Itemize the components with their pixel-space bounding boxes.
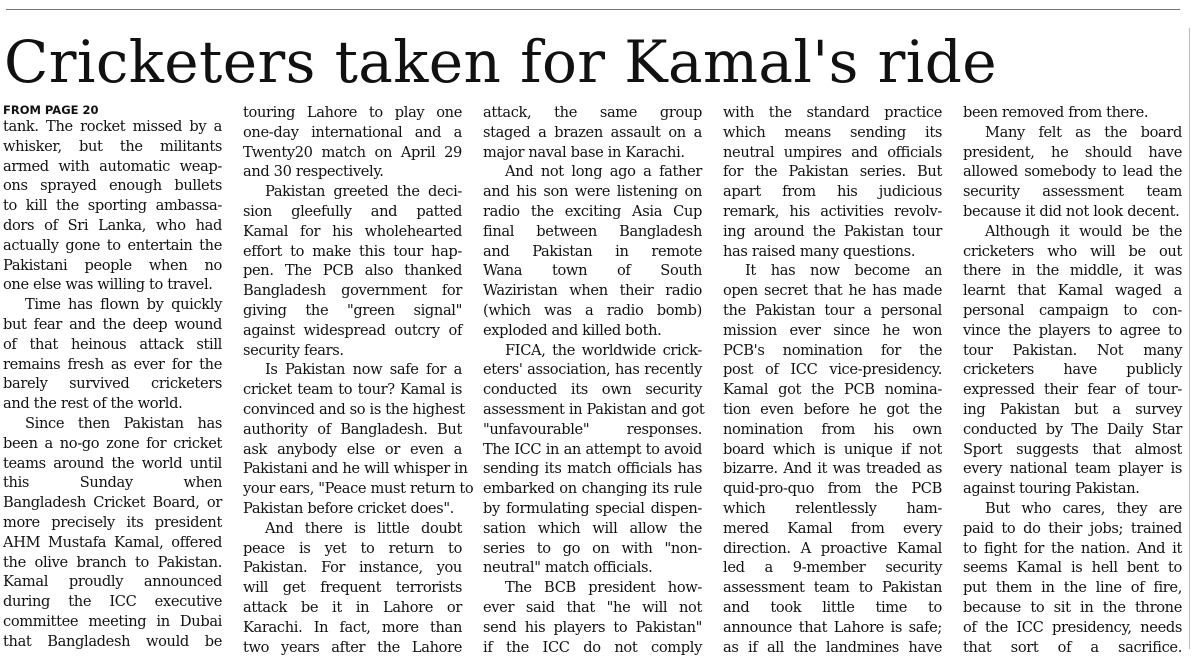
article-text-line: remains fresh as ever for the (3, 355, 222, 373)
article-column-4 (723, 103, 942, 657)
article-text-line: peace is yet to return to (243, 539, 462, 557)
article-text-line: every national team player is (963, 460, 1182, 478)
article-text-line: giving the "green signal" (243, 301, 462, 319)
article-text-line: barely survived cricketers (3, 375, 222, 393)
article-text-line: It has now become an (745, 262, 942, 280)
article-text-line: ask anybody else or even a (243, 440, 462, 458)
article-text-line: has raised many questions. (723, 242, 916, 260)
article-text-line: eters' association, has recently (483, 361, 702, 379)
article-text-line: bizarre. And it was treaded as (723, 460, 942, 478)
article-text-line: neutral" match officials. (483, 559, 653, 577)
article-text-line: cricketers who will be out (963, 242, 1182, 260)
article-text-line: "unfavourable" responses. (483, 420, 702, 438)
article-text-line: as if all the landmines have (723, 638, 942, 656)
article-text-line: more precisely its president (3, 513, 222, 531)
article-text-line: Although it would be the (985, 222, 1182, 240)
article-text-line: security fears. (243, 341, 344, 359)
article-text-line: Pakistani people when no (3, 256, 222, 274)
article-text-line: PCB's nomination for the (723, 341, 942, 359)
article-text-line: neutral umpires and officials (723, 143, 942, 161)
article-text-line: by formulating special dispen- (483, 499, 702, 517)
article-text-line: allowed somebody to lead the (963, 163, 1182, 181)
article-text-line: and took little time to (723, 598, 942, 616)
article-text-line: staged a brazen assault on a (483, 123, 702, 141)
article-text-line: and his son were listening on (483, 183, 702, 201)
article-text-line: committee meeting in Dubai (3, 612, 222, 630)
article-text-line: one else was willing to travel. (3, 276, 213, 294)
top-rule (6, 9, 1180, 10)
article-text-line: of the ICC presidency, needs (963, 618, 1182, 636)
article-text-line: and 30 respectively. (243, 163, 384, 181)
article-text-line: And not long ago a father (505, 163, 702, 181)
article-text-line: Pakistani and he will whisper in (243, 460, 468, 478)
article-text-line: Karachi. In fact, more than (243, 618, 462, 636)
article-text-line: Since then Pakistan has (25, 414, 222, 432)
article-text-line: The ICC in an attempt to avoid (483, 440, 702, 458)
article-text-line: Bangladesh Cricket Board, or (3, 494, 222, 512)
article-text-line: if the ICC do not comply (483, 638, 702, 656)
article-text-line: ing Pakistan but a survey (963, 400, 1182, 418)
article-text-line: pen. The PCB also thanked (243, 262, 462, 280)
article-text-line: teams around the world until (3, 454, 222, 472)
article-text-line: Kamal proudly announced (3, 573, 222, 591)
article-text-line: vince the players to agree to (963, 321, 1182, 339)
article-text-line: board which is unique if not (723, 440, 942, 458)
article-text-line: sation which will allow the (483, 519, 702, 537)
article-text-line: president, he should have (963, 143, 1182, 161)
article-text-line: for the Pakistan series. But (723, 163, 942, 181)
article-text-line: ons sprayed enough bullets (3, 177, 222, 195)
article-text-line: cricketers have publicly (963, 361, 1182, 379)
article-text-line: seems Kamal is hell bent to (963, 559, 1182, 577)
article-text-line: against widespread outcry of (243, 321, 462, 339)
article-text-line: dors of Sri Lanka, who had (3, 216, 222, 234)
article-column-3 (483, 103, 705, 657)
article-text-line: Sport suggests that almost (963, 440, 1182, 458)
article-text-line: learnt that Kamal waged a (963, 282, 1182, 300)
article-text-line: armed with automatic weap- (3, 157, 222, 175)
page-edge (1189, 28, 1190, 649)
article-text-line: actually gone to entertain the (3, 236, 222, 254)
article-text-line: open secret that he has made (723, 282, 942, 300)
article-text-line: Bangladesh government for (243, 282, 462, 300)
article-text-line: The BCB president how- (505, 579, 702, 597)
article-text-line: personal campaign to con- (963, 301, 1182, 319)
article-text-line: to kill the sporting ambassa- (3, 197, 222, 215)
article-text-line: been a no-go zone for cricket (3, 434, 222, 452)
article-text-line: final between Bangladesh (483, 222, 702, 240)
article-text-line: Kamal got the PCB nomina- (723, 381, 942, 399)
article-text-line: cricket team to tour? Kamal is (243, 381, 462, 399)
article-text-line: but fear and the deep wound (3, 315, 222, 333)
article-text-line: Pakistan. For instance, you (243, 559, 462, 577)
article-text-line: ever said that "he will not (483, 598, 702, 616)
article-text-line: sending its match officials has (483, 460, 702, 478)
article-text-line: Waziristan when their radio (483, 282, 702, 300)
article-text-line: embarked on changing its rule (483, 480, 702, 498)
article-text-line: attack be it in Lahore or (243, 598, 462, 616)
article-text-line: (which was a radio bomb) (483, 301, 702, 319)
article-text-line: which relentlessly ham- (723, 499, 942, 517)
article-text-line: apart from his judicious (723, 183, 942, 201)
article-text-line: convinced and so is the highest (243, 400, 465, 418)
article-text-line: remark, his activities revolv- (723, 202, 942, 220)
article-text-line: two years after the Lahore (243, 638, 462, 656)
article-column-2 (243, 103, 474, 657)
article-text-line: conducted its own security (483, 381, 702, 399)
article-text-line: quid-pro-quo from the PCB (723, 480, 942, 498)
article-text-line: during the ICC executive (3, 593, 222, 611)
article-text-line: mission ever since he won (723, 321, 942, 339)
article-text-line: Wana town of South (483, 262, 702, 280)
article-text-line: paid to do their jobs; trained (963, 519, 1182, 537)
article-column-1 (3, 103, 222, 652)
article-text-line: But who cares, they are (985, 499, 1182, 517)
article-text-line: that sort of a sacrifice. (963, 638, 1182, 656)
article-text-line: to fight for the nation. And it (963, 539, 1182, 557)
article-text-line: this Sunday when (3, 474, 222, 492)
article-text-line: ing around the Pakistan tour (723, 222, 942, 240)
article-text-line: expressed their fear of tour- (963, 381, 1182, 399)
article-text-line: radio the exciting Asia Cup (483, 202, 702, 220)
article-text-line: conducted by The Daily Star (963, 420, 1182, 438)
article-text-line: assessment team to Pakistan (723, 579, 942, 597)
article-text-line: series to go on with "non- (483, 539, 702, 557)
article-text-line: the Pakistan tour a personal (723, 301, 942, 319)
article-text-line: send his players to Pakistan" (483, 618, 702, 636)
article-text-line: whisker, but the militants (3, 137, 222, 155)
article-text-line: effort to make this tour hap- (243, 242, 462, 260)
article-text-line: the olive branch to Pakistan. (3, 553, 222, 571)
article-text-line: sion gleefully and patted (243, 202, 462, 220)
article-text-line: Pakistan greeted the deci- (265, 183, 462, 201)
article-text-line: because to sit in the throne (963, 598, 1182, 616)
article-text-line: and Pakistan in remote (483, 242, 702, 260)
article-text-line: authority of Bangladesh. But (243, 420, 462, 438)
article-text-line: Time has flown by quickly (25, 296, 222, 314)
article-text-line: been removed from there. (963, 104, 1149, 121)
article-text-line: announce that Lahore is safe; (723, 618, 942, 636)
article-text-line: which means sending its (723, 123, 942, 141)
article-text-line: exploded and killed both. (483, 321, 662, 339)
article-text-line: Pakistan before cricket does". (243, 499, 454, 517)
article-text-line: security assessment team (963, 183, 1182, 201)
article-text-line: led a 9-member security (723, 559, 942, 577)
article-text-line: nomination from his own (723, 420, 942, 438)
article-text-line: your ears, "Peace must return to (243, 480, 474, 498)
article-text-line: tank. The rocket missed by a (3, 118, 222, 135)
article-text-line: touring Lahore to play one (243, 104, 462, 121)
headline: Cricketers taken for Kamal's ride (4, 28, 997, 96)
article-text-line: direction. A proactive Kamal (723, 539, 942, 557)
article-text-line: Is Pakistan now safe for a (265, 361, 462, 379)
article-text-line: with the standard practice (723, 104, 942, 121)
article-text-line: AHM Mustafa Kamal, offered (3, 533, 222, 551)
article-text-line: because it did not look decent. (963, 202, 1180, 220)
article-text-line: mered Kamal from every (723, 519, 942, 537)
article-text-line: tour Pakistan. Not many (963, 341, 1182, 359)
article-text-line: assessment in Pakistan and got (483, 400, 705, 418)
article-text-line: attack, the same group (483, 104, 702, 121)
article-text-line: FICA, the worldwide crick- (505, 341, 702, 359)
article-text-line: Many felt as the board (985, 123, 1182, 141)
article-text-line: tion even before he got the (723, 400, 942, 418)
continuation-kicker: FROM PAGE 20 (3, 103, 99, 117)
article-text-line: there in the middle, it was (963, 262, 1182, 280)
article-text-line: And there is little doubt (265, 519, 462, 537)
article-text-line: and the rest of the world. (3, 395, 183, 413)
article-text-line: that Bangladesh would be (3, 632, 222, 650)
article-column-5 (963, 103, 1182, 657)
article-text-line: major naval base in Karachi. (483, 143, 685, 161)
article-text-line: of that heinous attack still (3, 335, 222, 353)
article-text-line: put them in the line of fire, (963, 579, 1182, 597)
article-text-line: post of ICC vice-presidency. (723, 361, 942, 379)
article-text-line: Twenty20 match on April 29 (243, 143, 462, 161)
article-text-line: Kamal for his wholehearted (243, 222, 462, 240)
article-text-line: against touring Pakistan. (963, 480, 1140, 498)
article-text-line: one-day international and a (243, 123, 462, 141)
article-text-line: will get frequent terrorists (243, 579, 462, 597)
